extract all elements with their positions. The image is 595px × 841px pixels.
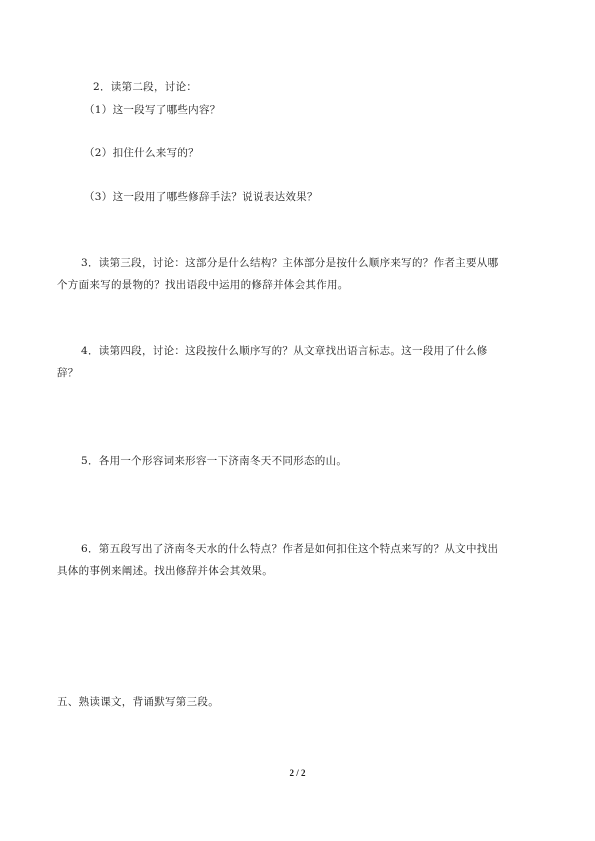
question-3-line-2: 个方面来写的景物的？找出语段中运用的修辞并体会其作用。 [57,279,349,291]
question-2-sub-1: （1）这一段写了哪些内容？ [84,104,221,116]
page-number: 2 / 2 [289,768,306,778]
question-5-line-1: 5．各用一个形容词来形容一下济南冬天不同形态的山。 [81,455,348,467]
question-6-line-1: 6．第五段写出了济南冬天水的什么特点？作者是如何扣住这个特点来写的？从文中找出 [81,543,499,555]
question-6-line-2: 具体的事例来阐述。找出修辞并体会其效果。 [57,565,273,577]
question-3-line-1: 3．读第三段，讨论：这部分是什么结构？主体部分是按什么顺序来写的？作者主要从哪 [81,257,499,269]
section-5-text: 五、熟读课文，背诵默写第三段。 [57,696,219,708]
question-2-sub-2: （2）扣住什么来写的？ [84,147,199,159]
question-2-sub-3: （3）这一段用了哪些修辞手法？说说表达效果？ [84,191,318,203]
question-2-title: 2．读第二段，讨论： [93,81,198,93]
question-4-line-1: 4．读第四段，讨论：这段按什么顺序写的？从文章找出语言标志。这一段用了什么修 [81,345,488,357]
question-4-line-2: 辞？ [57,367,79,379]
